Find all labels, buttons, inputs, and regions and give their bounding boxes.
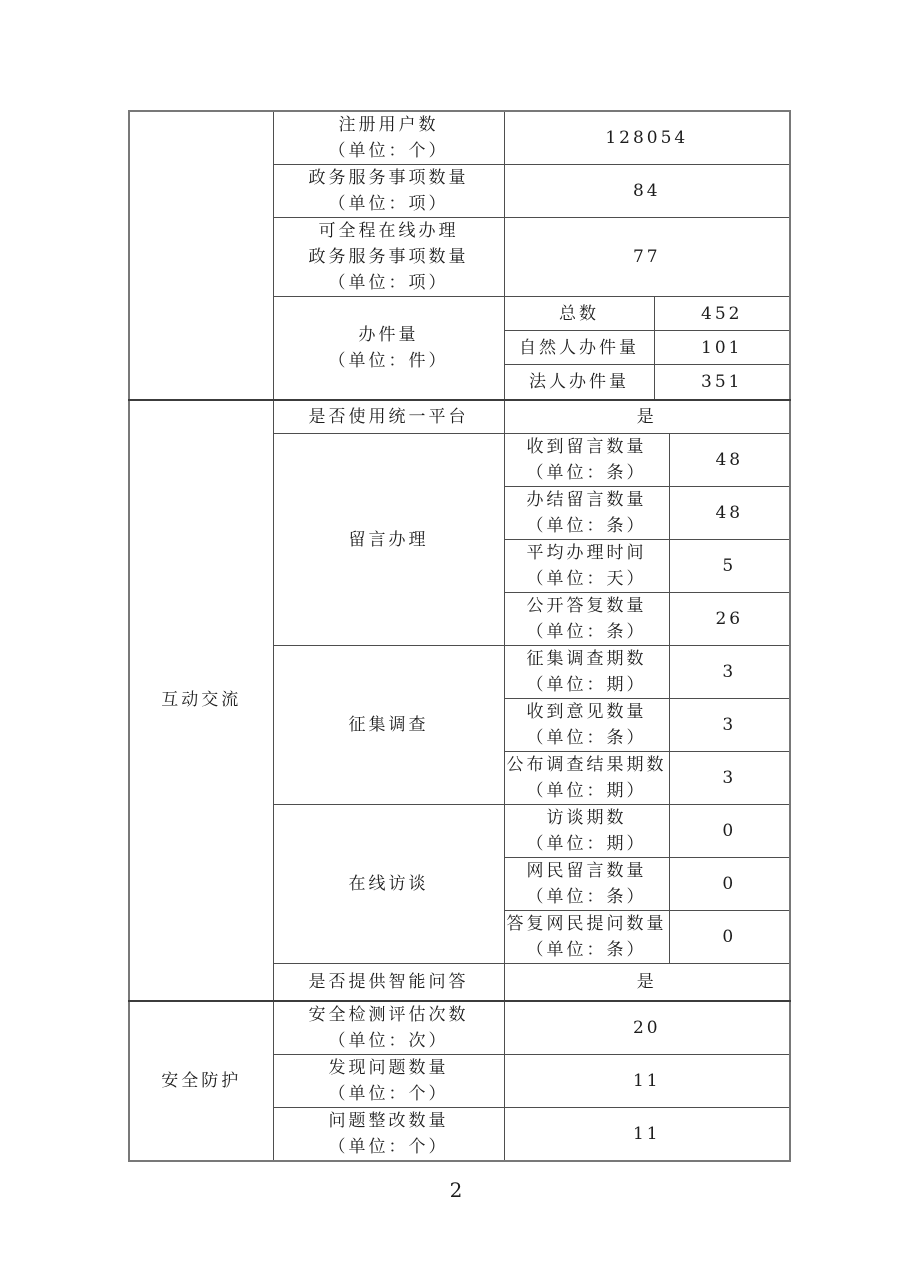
sublabel-case-legal-person: 法人办件量 — [504, 365, 654, 400]
sublabel-messages-completed — [504, 487, 669, 540]
row-label-smart-qa: 是否提供智能问答 — [273, 964, 504, 1001]
unit-text: （单位：条） — [526, 887, 647, 907]
unit-text: （单位：个） — [328, 1136, 449, 1157]
label-text: 可全程在线办理 — [318, 221, 459, 241]
value-service-items: 84 — [504, 165, 790, 218]
row-label-unified-platform: 是否使用统一平台 — [273, 400, 504, 434]
value-problems-found: 11 — [504, 1054, 790, 1107]
value-messages-received: 48 — [669, 434, 790, 487]
sublabel-case-total: 总数 — [504, 297, 654, 331]
unit-text: （单位：条） — [526, 728, 647, 748]
label-text: 政务服务事项数量 — [308, 168, 469, 188]
category-cell-empty — [129, 111, 273, 400]
unit-text: （单位：条） — [526, 463, 647, 483]
value-average-handling-time: 5 — [669, 540, 790, 593]
value-messages-completed: 48 — [669, 487, 790, 540]
label-text: 安全检测评估次数 — [308, 1004, 469, 1025]
label-text: 公布调查结果期数 — [506, 755, 667, 775]
row-label-security-checks — [273, 1001, 504, 1055]
label-text: 政务服务事项数量 — [308, 247, 469, 267]
sublabel-netizen-questions-answered — [504, 911, 669, 964]
page-number: 2 — [449, 1178, 463, 1202]
value-online-items: 77 — [504, 218, 790, 297]
table-row — [129, 400, 790, 434]
sublabel-interview-periods — [504, 805, 669, 858]
row-label-registered-users — [273, 111, 504, 165]
unit-text: （单位：条） — [526, 940, 647, 960]
category-cell-interaction: 互动交流 — [129, 400, 273, 1001]
table-row — [129, 1001, 790, 1055]
unit-text: （单位：个） — [328, 141, 449, 161]
value-netizen-messages: 0 — [669, 858, 790, 911]
sublabel-average-handling-time — [504, 540, 669, 593]
sublabel-survey-periods — [504, 646, 669, 699]
value-security-checks: 20 — [504, 1001, 790, 1055]
label-text: 平均办理时间 — [526, 543, 647, 563]
sublabel-opinions-received — [504, 699, 669, 752]
row-label-survey-collection: 征集调查 — [273, 646, 504, 805]
unit-text: （单位：天） — [526, 569, 647, 589]
unit-text: （单位：期） — [526, 834, 647, 854]
row-label-online-items — [273, 218, 504, 297]
row-label-service-items — [273, 165, 504, 218]
sublabel-messages-received — [504, 434, 669, 487]
label-text: 注册用户数 — [338, 115, 439, 135]
value-survey-results-published: 3 — [669, 752, 790, 805]
row-label-problems-fixed — [273, 1107, 504, 1161]
value-interview-periods: 0 — [669, 805, 790, 858]
label-text: 办件量 — [358, 324, 419, 345]
row-label-online-interview: 在线访谈 — [273, 805, 504, 964]
unit-text: （单位：项） — [328, 273, 449, 293]
label-text: 问题整改数量 — [328, 1110, 449, 1131]
value-case-legal-person: 351 — [654, 365, 790, 400]
unit-text: （单位：个） — [328, 1083, 449, 1104]
sublabel-survey-results-published — [504, 752, 669, 805]
label-text: 收到留言数量 — [526, 437, 647, 457]
label-text: 公开答复数量 — [526, 596, 647, 616]
value-case-total: 452 — [654, 297, 790, 331]
sublabel-netizen-messages — [504, 858, 669, 911]
category-cell-security: 安全防护 — [129, 1001, 273, 1162]
unit-text: （单位：件） — [328, 350, 449, 371]
value-public-replies: 26 — [669, 593, 790, 646]
sublabel-public-replies — [504, 593, 669, 646]
unit-text: （单位：期） — [526, 675, 647, 695]
label-text: 办结留言数量 — [526, 490, 647, 510]
label-text: 征集调查期数 — [526, 649, 647, 669]
unit-text: （单位：项） — [328, 194, 449, 214]
label-text: 网民留言数量 — [526, 861, 647, 881]
unit-text: （单位：次） — [328, 1030, 449, 1051]
value-unified-platform: 是 — [504, 400, 790, 434]
label-text: 访谈期数 — [546, 808, 627, 828]
value-netizen-questions-answered: 0 — [669, 911, 790, 964]
label-text: 收到意见数量 — [526, 702, 647, 722]
value-problems-fixed: 11 — [504, 1107, 790, 1161]
unit-text: （单位：期） — [526, 781, 647, 801]
value-survey-periods: 3 — [669, 646, 790, 699]
table-row — [129, 111, 790, 165]
row-label-case-volume — [273, 297, 504, 400]
value-case-natural-person: 101 — [654, 331, 790, 365]
label-text: 发现问题数量 — [328, 1057, 449, 1078]
label-text: 答复网民提问数量 — [506, 914, 667, 934]
unit-text: （单位：条） — [526, 516, 647, 536]
row-label-message-handling: 留言办理 — [273, 434, 504, 646]
unit-text: （单位：条） — [526, 622, 647, 642]
value-registered-users: 128054 — [504, 111, 790, 165]
row-label-problems-found — [273, 1054, 504, 1107]
statistics-table — [128, 110, 791, 1162]
sublabel-case-natural-person: 自然人办件量 — [504, 331, 654, 365]
value-smart-qa: 是 — [504, 964, 790, 1001]
value-opinions-received: 3 — [669, 699, 790, 752]
